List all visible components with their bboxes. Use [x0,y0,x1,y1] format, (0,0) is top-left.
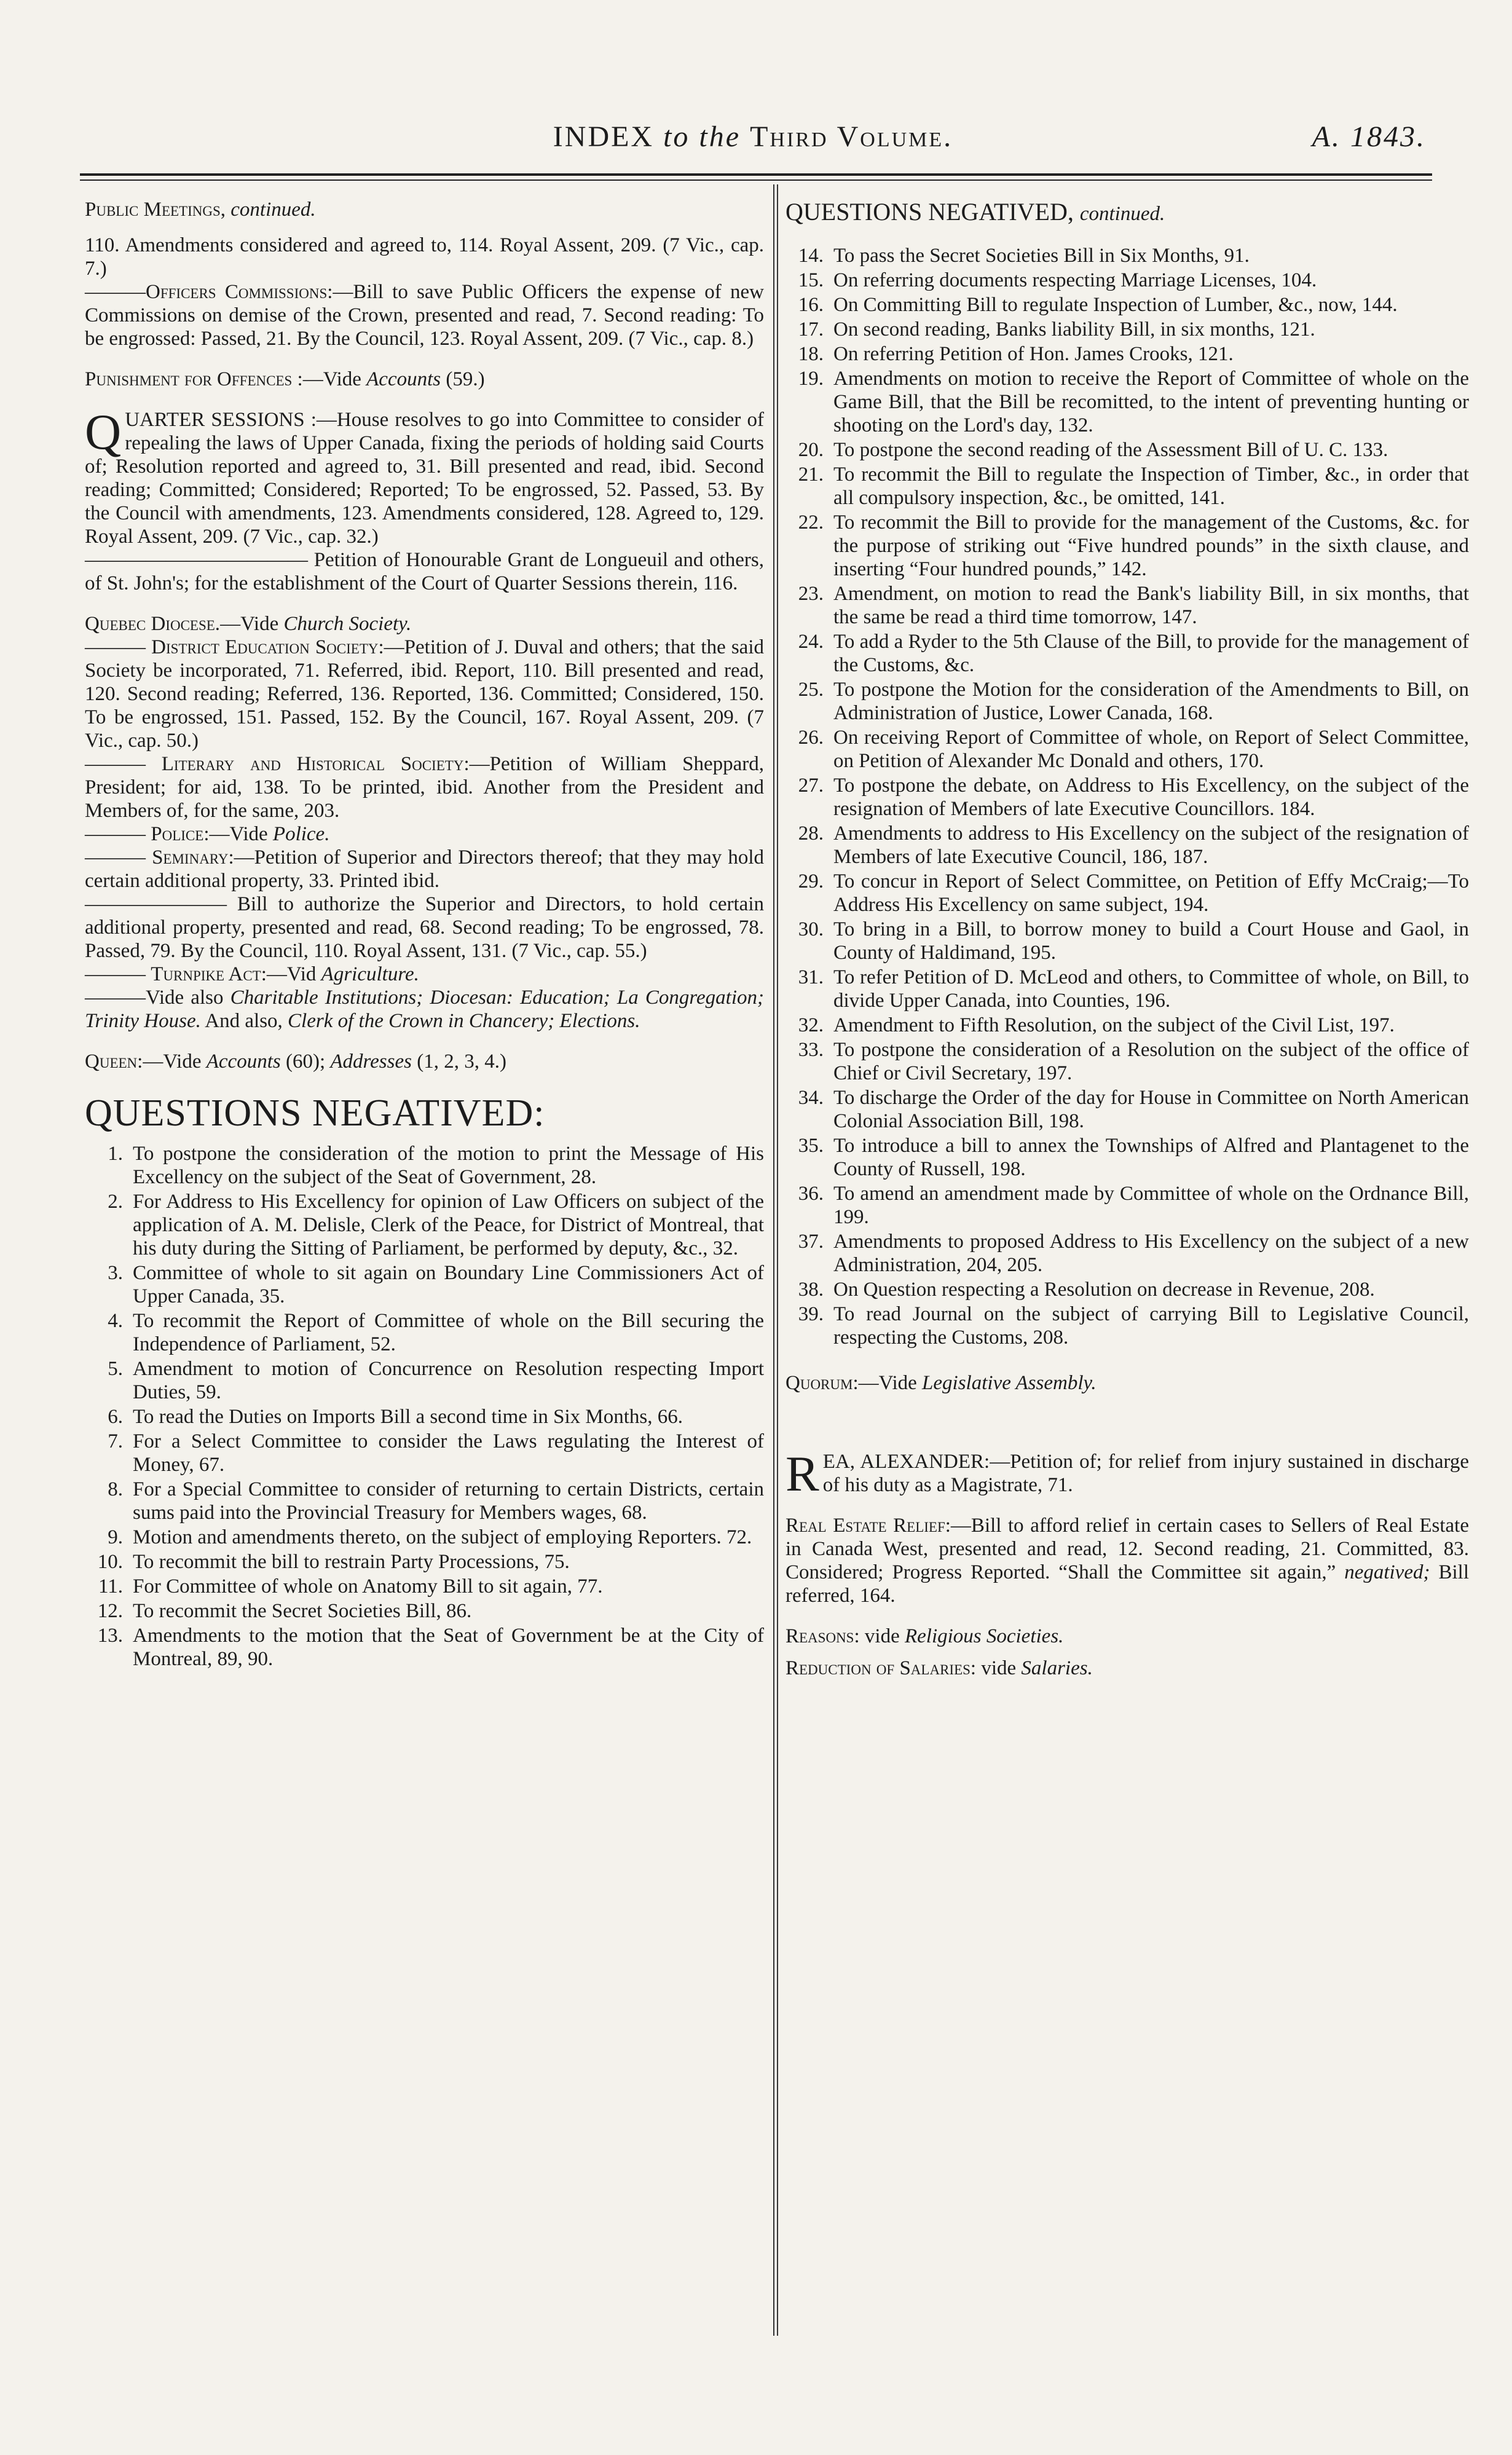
item-text: To refer Petition of D. McLeod and others, to Committee of whole, on Bill, to divide Upper Canada, into Counties, 196. [833,966,1469,1012]
list-item [786,582,1469,629]
entry-body: :—House resolves to go into Committee to consider of repealing the laws of Upper Canada, fixing the periods of holding said Courts of; Resolution reported and agreed to, 31. Bill presented and read, ibid. Second reading; Committed; Considered; Reported; To be engrossed, 52. Passed, 53. By the Council with amendments, 123. Amendments considered, 128. Agreed to, 129. Royal Assent, 209. (7 Vic., cap. 32.) [85,409,765,548]
entry-body: :—Vide [203,823,268,845]
dash-lead: ——— [85,963,146,985]
item-number: 16. [798,294,824,316]
item-number: 14. [798,245,824,267]
item-number: 4. [108,1310,123,1332]
entry-title: QUESTIONS NEGATIVED, [786,198,1074,226]
list-item [786,318,1469,341]
item-number: 31. [798,966,824,988]
item-text: To discharge the Order of the day for House in Committee on North American Colonial Association Bill, 198. [833,1087,1469,1132]
entry-body: :—Bill to save Public Officers the expense of new Commissions on demise of the Crown, presented and read, 7. Second reading: To be engrossed: Passed, 21. By the Council, 123. Royal Assent, 209. (7 Vic., cap. 8.) [85,281,764,350]
item-text: On Committing Bill to regulate Inspection of Lumber, &c., now, 144. [833,294,1398,316]
item-text: Amendments on motion to receive the Report of Committee of whole on the Game Bill, that the Bill be recomitted, to the intent of preventing hunting or shooting on the Lord's day, 132. [833,368,1469,436]
list-item [786,630,1469,677]
item-number: 6. [108,1406,123,1428]
list-item [786,269,1469,292]
item-number: 24. [798,631,824,653]
item-text: On referring Petition of Hon. James Crooks, 121. [833,343,1234,365]
list-item [786,726,1469,773]
list-item [786,244,1469,267]
list-item [85,1142,764,1189]
rea-alexander-entry [786,1446,1470,1502]
entry-body: :—Vid [261,963,317,985]
right-column [786,198,1469,1697]
item-number: 23. [798,583,824,605]
item-text: For Address to His Excellency for opinion of Law Officers on subject of the application of A. M. Delisle, Clerk of the Peace, for District of Montreal, that his duty during the Sitting of Parliament, be performed by deputy, &c., 32. [133,1191,764,1259]
item-number: 39. [798,1303,824,1325]
list-item [85,1599,764,1623]
list-item [786,774,1469,821]
item-number: 18. [798,343,824,365]
list-item [85,1357,764,1404]
entry-title: Punishment for Offences [85,368,293,390]
punishment-entry [85,368,764,391]
item-text: To recommit the Report of Committee of whole on the Bill securing the Independence of Parliament, 52. [133,1310,764,1355]
item-number: 10. [97,1551,123,1573]
list-item [786,342,1469,366]
item-text: Amendments to proposed Address to His Excellency on the subject of a new Administration, 204, 205. [833,1231,1469,1276]
quebec-diocese-entry [85,612,764,1033]
entry-title: Quorum [786,1372,853,1394]
item-text: To recommit the bill to restrain Party Processions, 75. [133,1551,570,1573]
index-word: INDEX [553,120,655,153]
item-text: Committee of whole to sit again on Boundary Line Commissioners Act of Upper Canada, 35. [133,1262,764,1307]
entry-body: (59.) [446,368,485,390]
dash-lead: ——— [85,753,146,775]
item-number: 13. [97,1625,123,1647]
item-number: 12. [97,1600,123,1622]
item-text: To postpone the second reading of the Assessment Bill of U. C. 133. [833,439,1388,461]
item-text: Amendment to motion of Concurrence on Resolution respecting Import Duties, 59. [133,1358,764,1403]
item-text: To concur in Report of Select Committee, on Petition of Effy McCraig;—To Address His Excellency on same subject, 194. [833,870,1469,916]
list-item [786,438,1469,462]
item-number: 3. [108,1262,123,1284]
dash-lead: ——— [85,846,146,869]
item-text: To postpone the debate, on Address to His Excellency, on the subject of the resignation of Members of late Executive Councillors. 184. [833,774,1469,820]
item-text: To postpone the Motion for the consideration of the Amendments to Bill, on Administration of Justice, Lower Canada, 168. [833,679,1469,724]
item-number: 25. [798,679,824,701]
drop-cap: Q [85,404,122,460]
entry-body: ———Vide also [85,987,224,1009]
item-text: On Question respecting a Resolution on decrease in Revenue, 208. [833,1279,1375,1301]
list-item [85,1405,764,1428]
item-text: For Committee of whole on Anatomy Bill to sit again, 77. [133,1575,603,1598]
list-item [786,678,1469,725]
public-meetings-text: 110. Amendments considered and agreed to, 114. Royal Assent, 209. (7 Vic., cap. 7.) [85,234,764,280]
entry-title: Public Meetings, [85,199,226,221]
column-divider-right [777,184,778,2336]
list-item [85,1430,764,1476]
item-number: 7. [108,1430,123,1452]
entry-body: :—Petition of; for relief from injury sustained in discharge of his duty as a Magistrate, 71. [822,1451,1470,1496]
public-meetings-heading [85,198,764,221]
entry-title: District Education Society [151,636,379,658]
entry-title: Queen [85,1050,138,1073]
entry-body: : vide [970,1657,1017,1679]
list-item [85,1309,764,1356]
item-number: 1. [108,1143,123,1165]
item-text: For a Select Committee to consider the Laws regulating the Interest of Money, 67. [133,1430,764,1476]
seminary-bill-text: ——————— Bill to authorize the Superior and Directors, to hold certain additional property, presented and read, 68. Second reading; To be engrossed, 78. Passed, 79. By the Council, 110. Royal Assent, 131. (7 Vic., cap. 55.) [85,893,764,962]
list-item [786,1086,1469,1133]
entry-title: Real Estate Relief [786,1515,945,1537]
officers-commissions-text [85,280,764,350]
item-number: 15. [798,269,824,291]
left-column [85,198,764,1672]
item-number: 17. [798,318,824,341]
cross-reference: Clerk of the Crown in Chancery; Elections. [288,1010,640,1032]
list-item [85,1478,764,1524]
item-number: 8. [108,1478,123,1500]
item-text: To read Journal on the subject of carrying Bill to Legislative Council, respecting the Customs, 208. [833,1303,1469,1349]
to-the-text: to the [663,120,741,153]
cross-reference: Addresses [330,1050,412,1073]
entry-body: :—Petition of Superior and Directors thereof; that they may hold certain additional property, 33. Printed ibid. [85,846,764,892]
entry-body: : vide [854,1625,900,1647]
item-number: 34. [798,1087,824,1109]
real-estate-relief-entry [786,1514,1469,1607]
item-text: To read the Duties on Imports Bill a second time in Six Months, 66. [133,1406,683,1428]
list-item [85,1190,764,1260]
header-rule-thin [80,179,1432,181]
cross-reference: Salaries. [1021,1657,1093,1679]
quorum-entry [786,1371,1469,1395]
dash-lead: ——— [85,636,146,658]
item-number: 30. [798,918,824,940]
emphasis-text: negatived; [1344,1561,1430,1583]
entry-body: :—Petition of William Sheppard, President; for aid, 138. To be printed, ibid. Another from the President and Members of, for the same, 203. [85,753,765,822]
reduction-of-salaries-entry [786,1657,1469,1680]
entry-body: :—Petition of J. Duval and others; that the said Society be incorporated, 71. Referred, ibid. Report, 110. Bill presented and read, 120. Second reading; Referred, 136. Reported, 136. Committed; Considered, 150. To be engrossed, 151. Passed, 152. By the Council, 167. Royal Assent, 209. (7 Vic., cap. 50.) [85,636,765,752]
list-item [786,1038,1469,1085]
dash-lead: ——— [85,823,146,845]
item-number: 38. [798,1279,824,1301]
item-text: To add a Ryder to the 5th Clause of the Bill, to provide for the management of the Customs, &c. [833,631,1469,676]
entry-title: Seminary [152,846,229,869]
list-item [85,1526,764,1549]
list-item [786,1230,1469,1277]
list-item [786,918,1469,964]
cross-reference: Religious Societies. [904,1625,1064,1647]
cross-reference: Accounts [366,368,441,390]
entry-title: Officers Commissions [146,281,328,303]
entry-body: :—Vide [852,1372,917,1394]
item-number: 20. [798,439,824,461]
list-item [786,966,1469,1012]
entry-title: UARTER SESSIONS [125,409,305,431]
list-item [786,367,1469,437]
item-text: To pass the Secret Societies Bill in Six Months, 91. [833,245,1250,267]
item-text: To recommit the Bill to provide for the management of the Customs, &c. for the purpose of striking out “Five hundred pounds” in the sixth clause, and inserting “Four hundred pounds,” 142. [833,511,1469,580]
item-number: 2. [108,1191,123,1213]
year-label: A. 1843. [1312,120,1426,153]
item-text: On second reading, Banks liability Bill, in six months, 121. [833,318,1315,341]
third-volume-text: Third Volume. [750,120,953,153]
item-number: 5. [108,1358,123,1380]
entry-title: Police [151,823,204,845]
item-number: 37. [798,1231,824,1253]
running-title [80,120,1426,154]
list-item [786,1302,1469,1349]
item-text: On referring documents respecting Marriage Licenses, 104. [833,269,1317,291]
item-text: Amendment, on motion to read the Bank's liability Bill, in six months, that the same be read a third time tomorrow, 147. [833,583,1469,628]
item-text: To recommit the Bill to regulate the Inspection of Timber, &c., in order that all compulsory inspection, &c., be omitted, 141. [833,463,1469,509]
list-item [786,870,1469,916]
item-text: Amendments to the motion that the Seat of Government be at the City of Montreal, 89, 90. [133,1625,764,1670]
questions-negatived-continued-heading [786,198,1469,228]
entry-title: Reduction of Salaries [786,1657,971,1679]
item-number: 19. [798,368,824,390]
item-text: Amendments to address to His Excellency on the subject of the resignation of Members of late Executive Council, 186, 187. [833,822,1469,868]
list-item [786,463,1469,510]
item-text: For a Special Committee to consider of returning to certain Districts, certain sums paid into the Provincial Treasury for Members wages, 68. [133,1478,764,1524]
cross-reference: Legislative Assembly. [922,1372,1097,1394]
quarter-sessions-entry [85,404,765,595]
item-text: To bring in a Bill, to borrow money to build a Court House and Gaol, in County of Haldimand, 195. [833,918,1469,964]
list-item [85,1575,764,1598]
entry-body: :—Bill to afford relief in certain cases to Sellers of Real Estate in Canada West, presented and read, 12. Second reading, 21. Committed, 83. Considered; Progress Reported. “Shall the Committee sit again,” [786,1515,1469,1583]
item-text: To introduce a bill to annex the Townships of Alfred and Plantagenet to the County of Russell, 198. [833,1135,1469,1180]
entry-title: Literary and Historical Society [161,753,464,775]
entry-title: Quebec Diocese. [85,613,221,635]
item-text: Motion and amendments thereto, on the subject of employing Reporters. 72. [133,1526,752,1548]
cross-reference: Police. [272,823,330,845]
list-item [786,1134,1469,1181]
item-number: 9. [108,1526,123,1548]
list-item [786,1014,1469,1037]
item-text: Amendment to Fifth Resolution, on the subject of the Civil List, 197. [833,1014,1395,1036]
questions-negatived-list [85,1142,764,1671]
continued-label: continued. [1079,203,1165,225]
entry-title: Turnpike Act [151,963,261,985]
item-text: To postpone the consideration of the motion to print the Message of His Excellency on the subject of the Seat of Government, 28. [133,1143,764,1188]
item-text: On receiving Report of Committee of whole, on Report of Select Committee, on Petition of Alexander Mc Donald and others, 170. [833,727,1469,772]
list-item [786,822,1469,869]
item-number: 36. [798,1183,824,1205]
list-item [85,1550,764,1574]
continued-label: continued. [230,199,316,221]
item-number: 26. [798,727,824,749]
item-number: 29. [798,870,824,893]
entry-body: (60); [285,1050,326,1073]
list-item [786,511,1469,581]
entry-body: Bill referred, 164. [786,1561,1469,1607]
column-divider-left [773,184,774,2336]
cross-reference: Church Society. [283,613,412,635]
questions-negatived-heading: QUESTIONS NEGATIVED: [85,1092,545,1134]
entry-body: :—Vide [137,1050,202,1073]
cross-reference: Charitable Institutions; Diocesan: Education; La Congregation; Trinity House. [85,987,765,1032]
drop-cap: R [786,1446,819,1502]
header-rule-thick [80,173,1432,176]
item-number: 35. [798,1135,824,1157]
public-meetings-entry [85,198,764,350]
item-number: 11. [98,1575,123,1598]
entry-body: (1, 2, 3, 4.) [417,1050,506,1073]
cross-reference: Agriculture. [321,963,419,985]
quarter-sessions-petition: ——————————— Petition of Honourable Grant de Longueuil and others, of St. John's; for the establishment of the Court of Quarter Sessions therein, 116. [85,549,764,594]
item-number: 27. [798,774,824,797]
list-item [85,1261,764,1308]
questions-negatived-continued-list [786,244,1469,1349]
item-number: 22. [798,511,824,534]
reasons-entry [786,1625,1469,1648]
entry-title: Reasons [786,1625,854,1647]
entry-body: And also, [205,1010,283,1032]
entry-title: EA, ALEXANDER [822,1451,985,1473]
cross-reference: Accounts [206,1050,281,1073]
entry-body: —Vide [220,613,279,635]
queen-entry [85,1050,764,1073]
page-header [80,114,1426,163]
item-text: To recommit the Secret Societies Bill, 86. [133,1600,472,1622]
item-number: 28. [798,822,824,845]
dash-lead: ——— [85,281,146,303]
item-text: To amend an amendment made by Committee of whole on the Ordnance Bill, 199. [833,1183,1469,1228]
item-number: 33. [798,1039,824,1061]
list-item [786,293,1469,317]
list-item [85,1624,764,1671]
item-text: To postpone the consideration of a Resolution on the subject of the office of Chief or Civil Secretary, 197. [833,1039,1469,1084]
entry-body: :—Vide [297,368,361,390]
item-number: 32. [798,1014,824,1036]
list-item [786,1278,1469,1301]
item-number: 21. [798,463,824,486]
list-item [786,1182,1469,1229]
